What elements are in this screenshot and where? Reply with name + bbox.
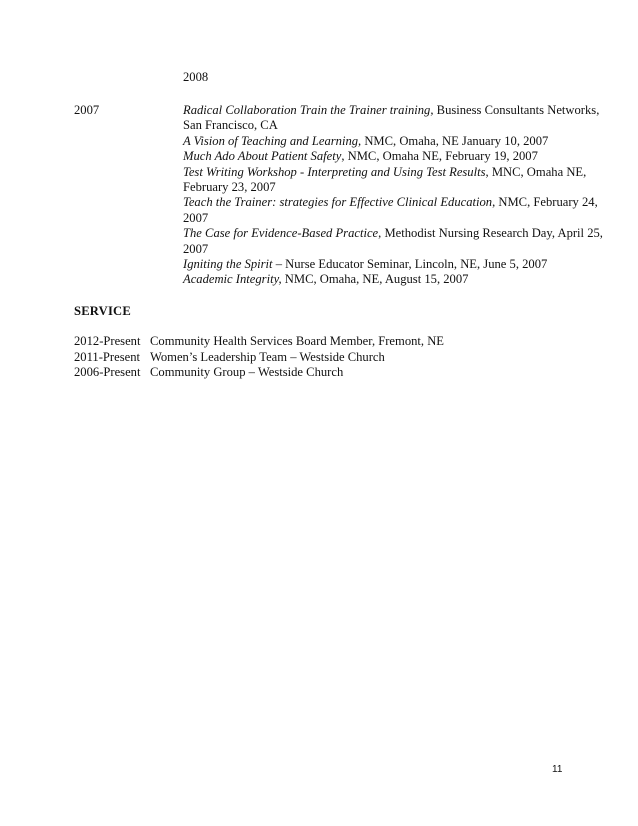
service-years: 2011-Present [74, 349, 140, 364]
section-heading: SERVICE [74, 304, 131, 318]
presentation-detail: San Francisco, CA [183, 118, 278, 133]
presentation-title: Academic Integrity, [183, 272, 282, 287]
presentation-detail: , NMC, February 24, [492, 195, 598, 210]
presentation-line [183, 242, 611, 257]
presentation-line [183, 272, 611, 287]
service-row [74, 334, 614, 350]
continuation-year: 2008 [183, 70, 209, 84]
presentation-detail: Business Consultants Networks, [433, 103, 600, 117]
presentation-title: Radical Collaboration Train the Trainer training, [183, 103, 434, 117]
presentation-detail: NMC, Omaha, NE January 10, 2007 [361, 133, 549, 148]
presentation-detail: NMC, Omaha, NE, August 15, 2007 [281, 272, 469, 287]
presentation-title: A Vision of Teaching and Learning, [183, 133, 362, 148]
presentation-detail: , Methodist Nursing Research Day, April 25, [378, 226, 603, 241]
service-description: Community Health Services Board Member, Fremont, NE [150, 334, 444, 348]
presentation-title: Much Ado About Patient Safety [183, 149, 342, 164]
presentation-detail: , NMC, Omaha NE, February 19, 2007 [341, 149, 538, 164]
presentation-detail: , MNC, Omaha NE, [485, 164, 587, 179]
presentation-line [183, 118, 611, 133]
service-row [74, 365, 614, 381]
presentation-line [183, 165, 611, 180]
presentation-detail: February 23, 2007 [183, 180, 276, 195]
service-list [74, 334, 614, 381]
presentation-line [183, 257, 611, 272]
presentation-detail: 2007 [183, 241, 209, 256]
presentation-line [183, 103, 611, 118]
service-years: 2006-Present [74, 365, 141, 379]
presentation-title: Igniting the Spirit [183, 257, 273, 272]
page-number: 11 [552, 764, 563, 775]
service-row [74, 350, 614, 366]
presentation-line [183, 149, 611, 164]
presentation-detail: – Nurse Educator Seminar, Lincoln, NE, June 5, 2007 [272, 257, 548, 272]
presentation-title: Teach the Trainer: strategies for Effective Clinical Education [183, 195, 493, 210]
presentation-line [183, 226, 611, 241]
presentation-title: The Case for Evidence-Based Practice [183, 226, 379, 241]
presentation-line [183, 180, 611, 195]
presentation-detail: 2007 [183, 210, 209, 225]
service-description: Women’s Leadership Team – Westside Church [150, 349, 385, 364]
presentation-line [183, 211, 611, 226]
presentation-line [183, 134, 611, 149]
presentation-title: Test Writing Workshop - Interpreting and Using Test Results [183, 164, 486, 179]
service-description: Community Group – Westside Church [150, 365, 344, 379]
section-year: 2007 [74, 103, 100, 117]
presentation-list [183, 103, 611, 288]
service-section [74, 304, 614, 319]
presentation-line [183, 195, 611, 210]
service-years: 2012-Present [74, 334, 141, 348]
